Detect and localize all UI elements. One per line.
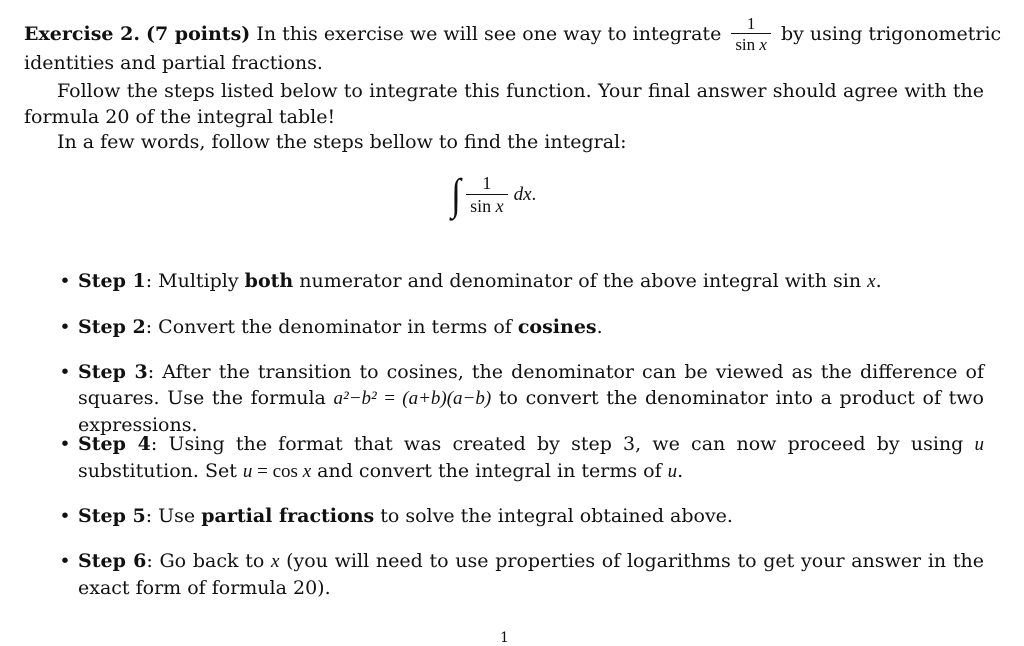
step-label: Step 1 xyxy=(78,270,146,292)
step-text: substitution. Set xyxy=(78,460,243,482)
step-text: : Using the format that was created by step 3, we can now proceed by using xyxy=(150,433,975,455)
intro-fraction xyxy=(731,14,771,54)
page-number: 1 xyxy=(500,630,509,646)
step-label: Step 3 xyxy=(78,361,148,383)
exercise-title: Exercise 2. xyxy=(24,23,140,45)
step-text: : After the transition to cosines, the denominator can be viewed as the difference of squares. Use the formula xyxy=(78,361,984,409)
step-text: : Use xyxy=(145,505,202,527)
step-1-body xyxy=(78,268,984,295)
step-text: . xyxy=(677,460,684,482)
bullet-icon: • xyxy=(59,270,71,292)
math-variable: u xyxy=(667,461,678,482)
step-text: : Multiply xyxy=(145,270,245,292)
step-text: : Convert the denominator in terms of xyxy=(145,316,518,338)
step-label: Step 2 xyxy=(78,316,146,338)
bullet-icon: • xyxy=(59,433,71,455)
bullet-icon: • xyxy=(59,550,71,572)
bullet-icon: • xyxy=(59,505,71,527)
step-text: . xyxy=(875,270,882,292)
step-text: . xyxy=(596,316,603,338)
integral-sign: ∫ xyxy=(451,170,461,219)
math-variable: u xyxy=(974,434,984,455)
math-variable: x xyxy=(302,461,312,482)
exercise-paragraph-find-integral: In a few words, follow the steps bellow to find the integral: xyxy=(57,131,627,153)
display-integral xyxy=(450,165,536,225)
integral-den-function: sin xyxy=(470,196,492,216)
integral-differential: dx xyxy=(513,184,532,205)
integral-denominator xyxy=(466,194,508,217)
intro-den-variable: x xyxy=(759,35,767,54)
math-variable: u xyxy=(242,461,253,482)
step-text: : Go back to xyxy=(146,550,271,572)
step-label: Step 5 xyxy=(78,505,146,527)
step-text: to convert the denominator into a product of two expressions. xyxy=(78,387,984,436)
step-text: (you will need to use properties of logarithms to get your answer in the exact form of formula 20). xyxy=(78,550,984,599)
exercise-intro-continuation: identities and partial fractions. xyxy=(24,52,323,74)
step-text: to solve the integral obtained above. xyxy=(374,505,733,527)
exercise-intro-text: In this exercise we will see one way to integrate xyxy=(256,23,722,45)
step-2-body xyxy=(78,314,984,340)
integral-den-variable: x xyxy=(495,196,504,216)
intro-fraction-denominator xyxy=(731,33,771,54)
integral-numerator: 1 xyxy=(482,173,492,193)
step-text: = cos xyxy=(252,461,303,482)
step-text: numerator and denominator of the above integral with sin xyxy=(293,270,868,292)
exercise-paragraph-instructions: Follow the steps listed below to integrate this function. Your final answer should agree with the formula 20 of the integral table! xyxy=(24,80,984,128)
integral-fraction xyxy=(466,173,508,217)
exercise-intro-line xyxy=(24,12,1002,56)
intro-den-function: sin xyxy=(735,35,756,54)
bullet-icon: • xyxy=(59,316,71,338)
intro-fraction-numerator: 1 xyxy=(746,14,756,33)
step-5-body xyxy=(78,503,984,529)
step-emphasis: partial fractions xyxy=(201,505,375,527)
step-text: and convert the integral in terms of xyxy=(311,460,668,482)
exercise-points: (7 points) xyxy=(145,23,251,45)
step-label: Step 6 xyxy=(78,550,147,572)
step-3-body xyxy=(78,359,984,438)
bullet-icon: • xyxy=(59,361,71,383)
integral-period: . xyxy=(531,184,537,205)
step-emphasis: cosines xyxy=(517,316,597,338)
step-formula: a²−b² = (a+b)(a−b) xyxy=(333,388,492,409)
math-variable: x xyxy=(867,271,876,292)
step-label: Step 4 xyxy=(78,433,151,455)
step-emphasis: both xyxy=(244,270,294,292)
step-4-body xyxy=(78,431,984,485)
math-variable: x xyxy=(270,551,280,572)
step-6-body xyxy=(78,548,984,601)
exercise-intro-tail: by using trigonometric xyxy=(780,23,1002,45)
